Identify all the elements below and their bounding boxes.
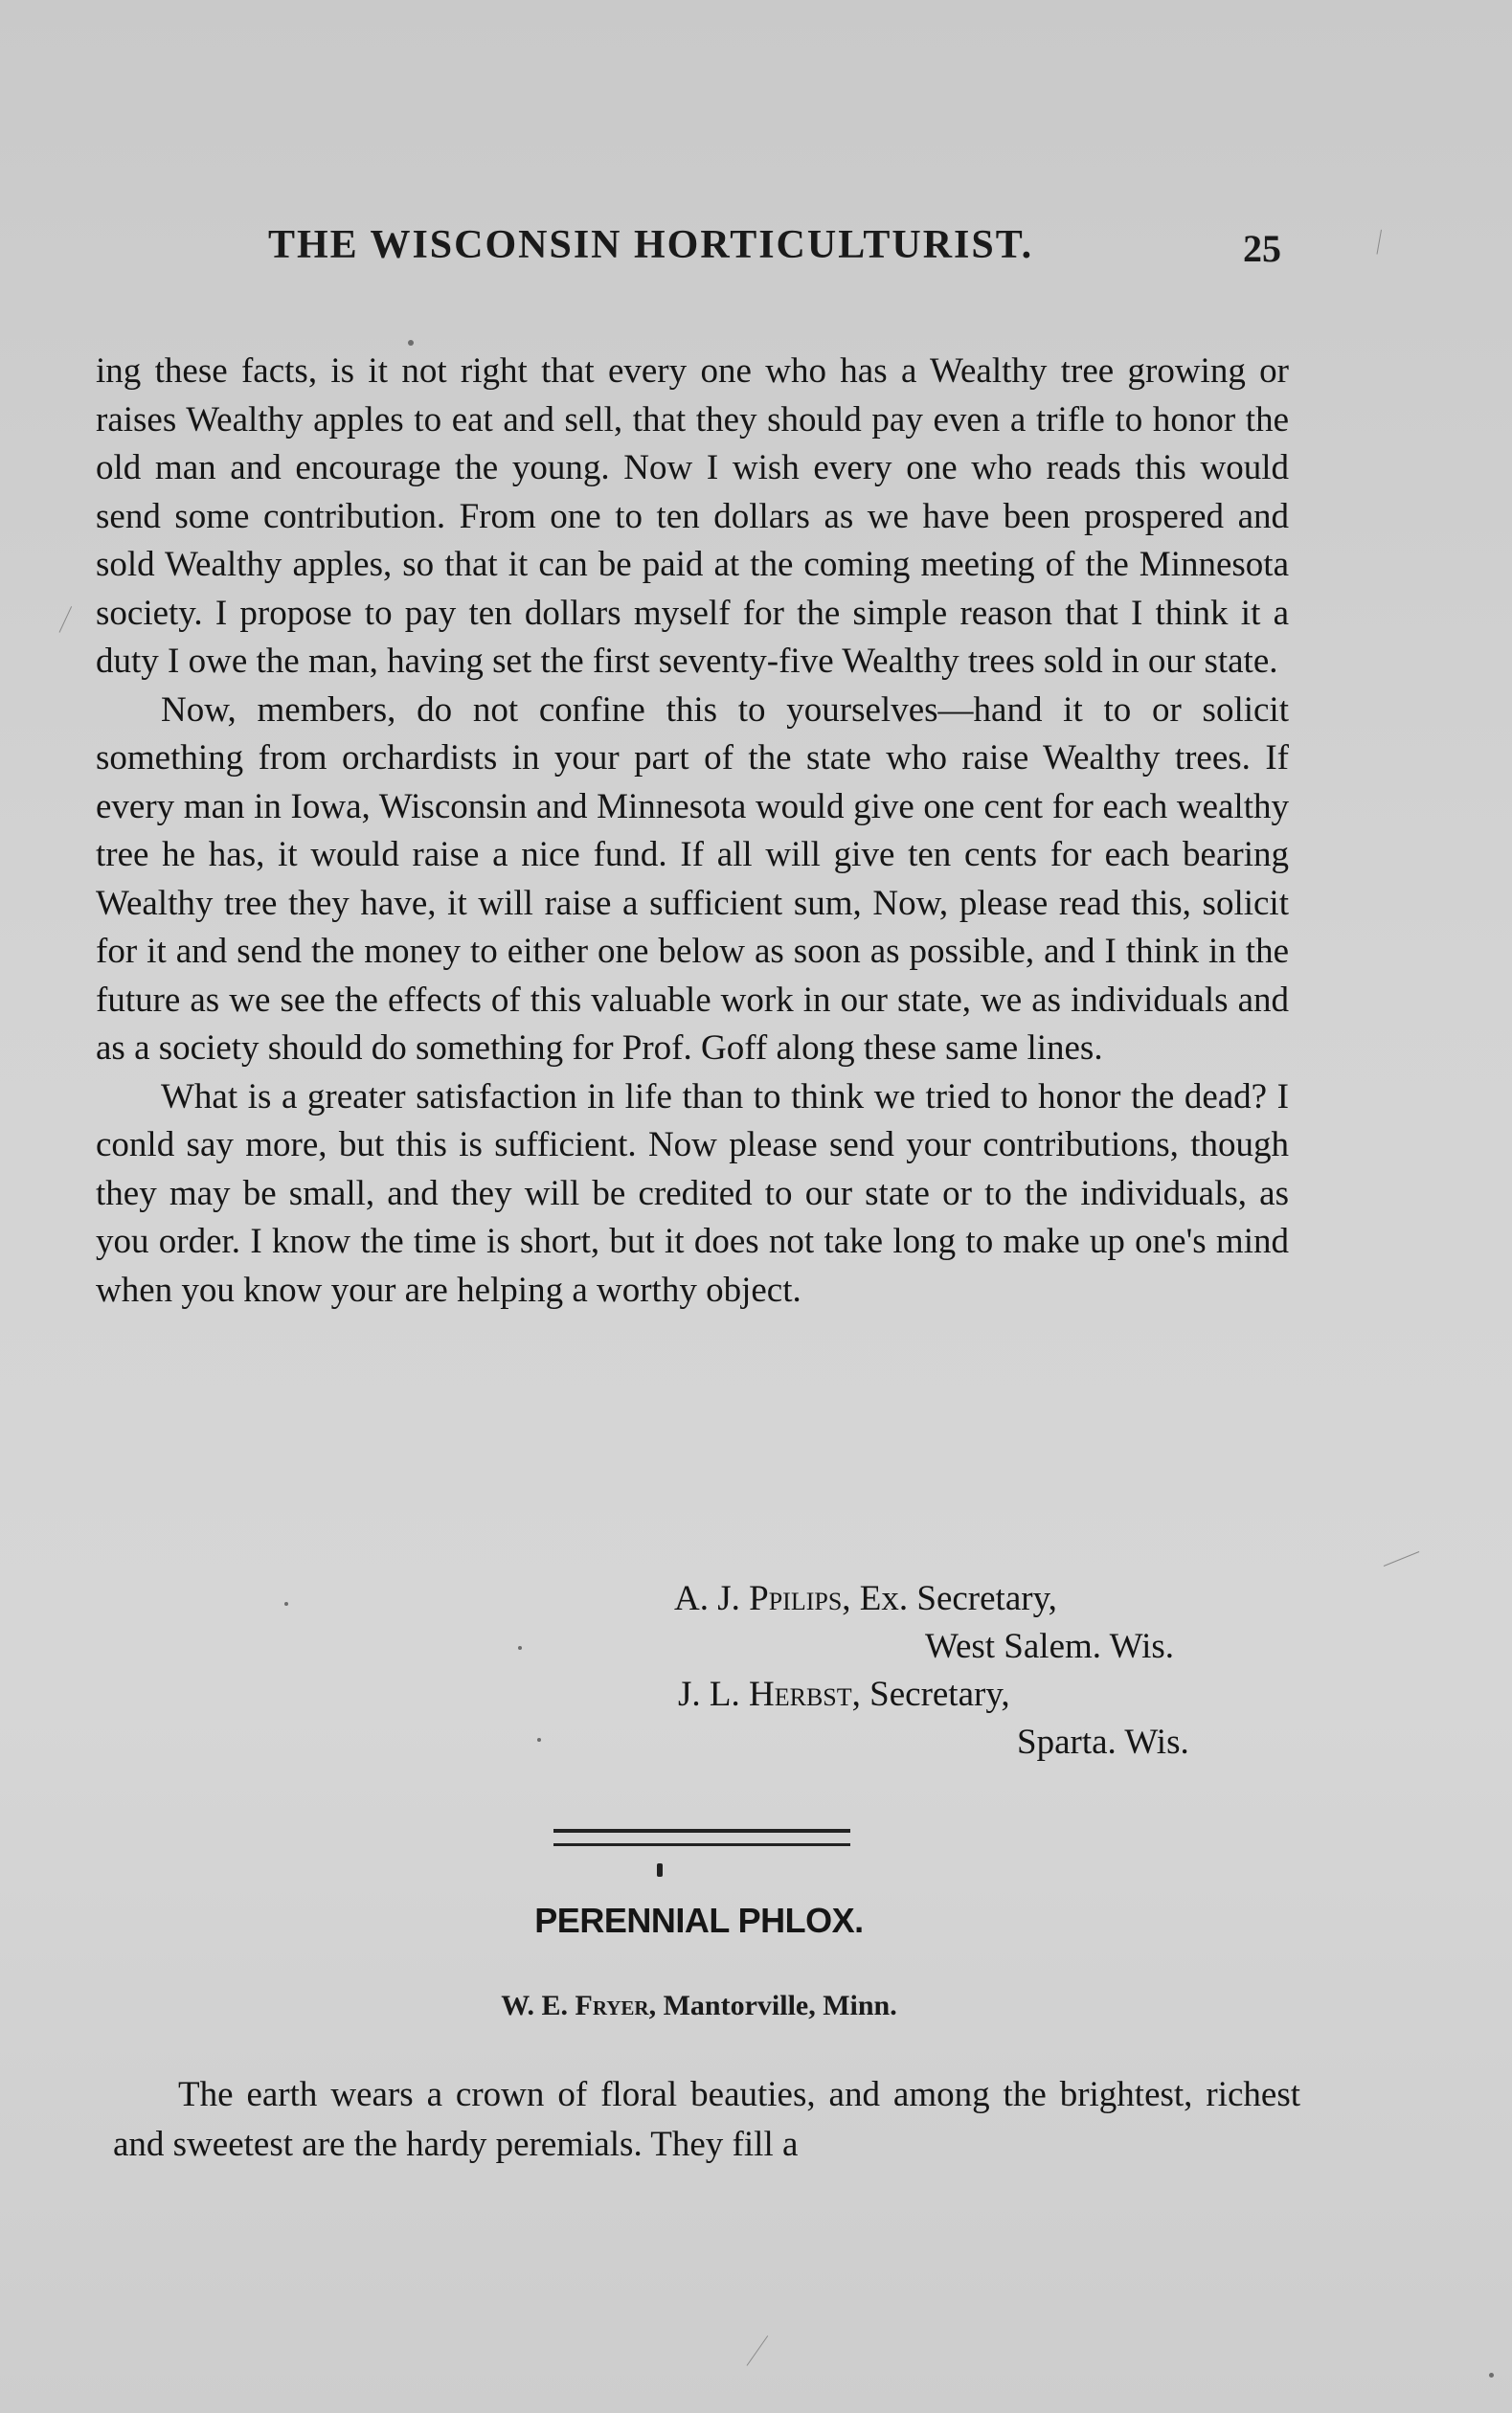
running-head-title: THE WISCONSIN HORTICULTURIST. <box>268 223 1034 267</box>
signature-name: Ppilips <box>749 1579 843 1618</box>
scan-hair <box>747 2335 769 2366</box>
paragraph-closing: What is a greater satisfaction in life than to think we tried to honor the dead? I conld say more, but this is sufficient. Now please send your contributions, though they may be small, and they will be credited to our state or to the individuals, as you order. I know the time is short, but it does not take long to make up one's mind when you know your are helping a worthy object. <box>96 1076 1289 1310</box>
byline-place: , Mantorville, Minn. <box>648 1990 897 2021</box>
scan-speck <box>1489 2373 1494 2378</box>
paragraph-continuation: ing these facts, is it not right that every one who has a Wealthy tree growing or raises Wealthy apples to eat and sell, that they should pay even a trifle to honor the old man and encourage the young. Now I wish every one who reads this would send some contribution. From one to ten dollars as we have been prospered and sold Wealthy apples, so that it can be paid at the coming meeting of the Minnesota society. I propose to pay ten dollars myself for the simple reason that I think it a duty I owe the man, having set the first seventy-five Wealthy trees sold in our state. <box>96 351 1289 681</box>
scan-hair <box>59 606 73 633</box>
scan-speck <box>408 340 414 346</box>
paragraph-appeal: Now, members, do not confine this to yourselves—hand it to or solicit something from orchardists in your part of the state who raise Wealthy trees. If every man in Iowa, Wisconsin and Minnesota would give one cent for each wealthy tree he has, it would raise a nice fund. If all will give ten cents for each bearing Wealthy tree they have, it will raise a sufficient sum, Now, please read this, solicit for it and send the money to either one below as soon as possible, and I think in the future as we see the effects of this valuable work in our state, we as individuals and as a society should do something for Prof. Goff along these same lines. <box>96 689 1289 1068</box>
letter-body <box>96 348 1289 1315</box>
signature-place-west-salem: West Salem. Wis. <box>925 1627 1174 1666</box>
signature-initials: A. J. <box>674 1579 740 1618</box>
scan-hair <box>1377 230 1382 255</box>
scan-hair <box>1384 1551 1419 1567</box>
signature-initials: J. L. <box>678 1675 740 1714</box>
signature-title: , Ex. Secretary, <box>842 1579 1057 1618</box>
signature-name: Herbst <box>749 1675 852 1714</box>
scan-speck <box>284 1602 288 1606</box>
section-divider-rule <box>553 1843 850 1846</box>
byline-initials: W. E. <box>501 1990 568 2021</box>
section-divider-rule <box>553 1829 850 1833</box>
signature-title: , Secretary, <box>851 1675 1010 1714</box>
byline-author: Fryer <box>575 1990 649 2021</box>
signature-place-sparta: Sparta. Wis. <box>1017 1723 1189 1762</box>
article-opening-paragraph: The earth wears a crown of floral beauties, and among the brightest, richest and sweetest are the hardy peremials. They fill a <box>113 2075 1300 2164</box>
article-byline <box>0 1990 1398 2022</box>
scan-speck <box>537 1738 541 1742</box>
page-number: 25 <box>1243 227 1281 270</box>
signature-line-herbst <box>678 1671 1010 1720</box>
signature-line-phillips <box>674 1575 1057 1624</box>
divider-ornament <box>657 1863 663 1877</box>
scan-speck <box>518 1646 522 1650</box>
article-body <box>113 2070 1300 2170</box>
article-title: PERENNIAL PHLOX. <box>534 1901 864 1940</box>
